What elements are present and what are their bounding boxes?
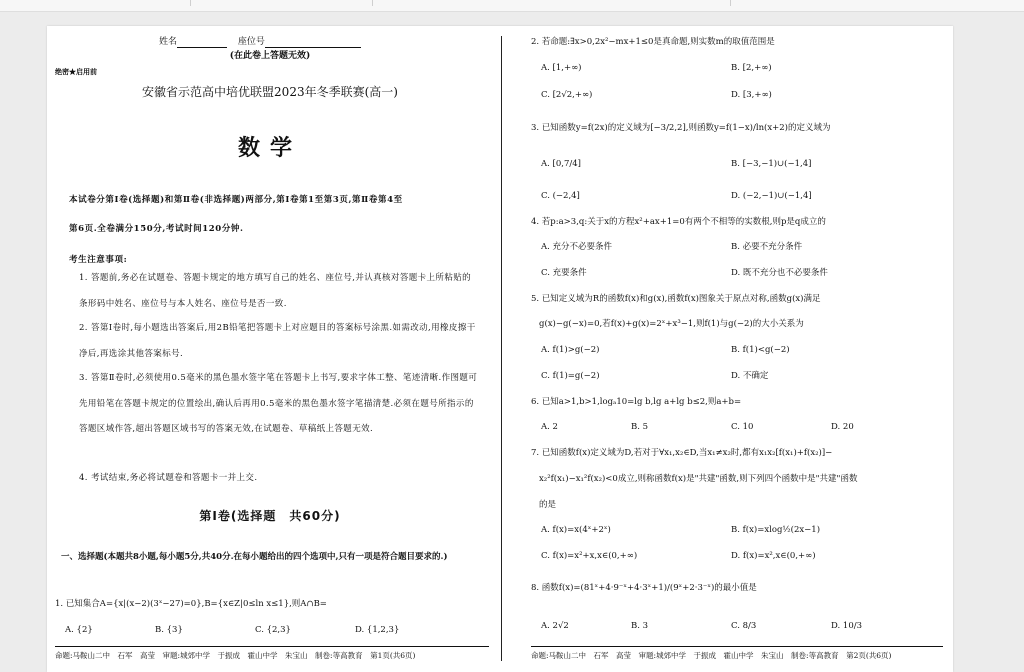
question-option: C. 充要条件: [541, 268, 587, 278]
seat-blank: [265, 38, 361, 48]
question-option: B. [−3,−1)∪(−1,4]: [731, 159, 812, 169]
invalid-note: (在此卷上答题无效): [229, 51, 311, 61]
question-stem-cont: g(x)−g(−x)=0,若f(x)+g(x)=2ˣ+x³−1,则f(1)与g(−2)的大小关系为: [539, 319, 804, 329]
name-blank: [177, 38, 227, 48]
question-option: C. f(1)=g(−2): [541, 371, 600, 381]
question-option: D. {1,2,3}: [355, 625, 400, 635]
intro-line: 本试卷分第Ⅰ卷(选择题)和第Ⅱ卷(非选择题)两部分,第Ⅰ卷第1至第3页,第Ⅱ卷第4至: [69, 195, 403, 205]
left-page: [55, 26, 485, 672]
question-stem: 8. 函数f(x)=(81ˣ+4·9⁻ˣ+4·3ˣ+1)/(9ˣ+2·3⁻ˣ)的最小值是: [531, 583, 757, 593]
question-option: A. 充分不必要条件: [541, 242, 613, 252]
subject-title: 数学: [237, 135, 302, 161]
question-option: C. 8/3: [731, 621, 757, 631]
name-label: 姓名: [159, 37, 178, 47]
question-option: A. f(x)=x(4ˣ+2ˣ): [541, 525, 611, 535]
question-stem: 4. 若p:a>3,q:关于x的方程x²+ax+1=0有两个不相等的实数根,则p是q成立的: [531, 217, 826, 227]
question-option: B. {3}: [155, 625, 183, 635]
question-option: D. 20: [831, 422, 854, 432]
column-divider: [501, 36, 502, 661]
question-option: D. (−2,−1)∪(−1,4]: [731, 191, 812, 201]
question-option: B. f(x)=xlog½(2x−1): [731, 525, 821, 535]
question-stem: 7. 已知函数f(x)定义域为D,若对于∀x₁,x₂∈D,当x₁≠x₂时,都有x₁x₂[f(x₁)+f(x₂)]−: [531, 448, 833, 458]
page-footer-left: 命题:马鞍山二中 石军 高莹 审题:城郊中学 于振成 霍山中学 朱宝山 制卷:等高教育 第1页(共6页): [55, 651, 416, 660]
question-stem: 2. 若命题:∃x>0,2x²−mx+1≤0是真命题,则实数m的取值范围是: [531, 37, 775, 47]
question-stem: 6. 已知a>1,b>1,logₐ10=lg b,lg a+lg b≤2,则a+b=: [531, 397, 742, 407]
intro-line: 第6页.全卷满分150分,考试时间120分钟.: [69, 224, 244, 234]
question-option: D. f(x)=x²,x∈(0,+∞): [731, 551, 816, 561]
question-option: C. 10: [731, 422, 754, 432]
right-page: [531, 26, 943, 672]
question-option: A. [1,+∞): [541, 63, 582, 73]
notice-item: 3. 答第Ⅱ卷时,必须使用0.5毫米的黑色墨水签字笔在答题卡上书写,要求字体工整、笔迹清晰.作图题可先用铅笔在答题卡规定的位置绘出,确认后再用0.5毫米的黑色墨水签字笔描清楚.必须在题号所指示的答题区域作答,超出答题区域书写的答案无效,在试题卷、草稿纸上答题无效.: [79, 373, 478, 434]
toolbar-divider: [372, 0, 373, 6]
question-option: D. [3,+∞): [731, 90, 772, 100]
question-option: A. 2√2: [541, 621, 569, 631]
exam-title: 安徽省示范高中培优联盟2023年冬季联赛(高一): [142, 85, 398, 99]
question-option: B. 5: [631, 422, 649, 432]
intro-paragraph: [69, 186, 479, 275]
question-option: D. 10/3: [831, 621, 863, 631]
notice-heading: 考生注意事项:: [69, 255, 128, 265]
footer-rule: [55, 646, 489, 647]
name-seat-row: [159, 36, 361, 48]
question-option: C. (−2,4]: [541, 191, 580, 201]
footer-rule: [531, 646, 943, 647]
notice-item: 2. 答第Ⅰ卷时,每小题选出答案后,用2B铅笔把答题卡上对应题目的答案标号涂黑.如需改动,用橡皮擦干净后,再选涂其他答案标号.: [79, 323, 476, 359]
question-option: D. 既不充分也不必要条件: [731, 268, 828, 278]
question-stem: 3. 已知函数y=f(2x)的定义域为[−3/2,2],则函数y=f(1−x)/ln(x+2)的定义域为: [531, 123, 831, 133]
exam-sheet: [47, 26, 953, 672]
question-option: A. 2: [541, 422, 558, 432]
question-stem: 5. 已知定义域为R的函数f(x)和g(x),函数f(x)图象关于原点对称,函数g(x)满足: [531, 294, 821, 304]
question-stem: 1. 已知集合A={x|(x−2)(3ˣ−27)=0},B={x∈Z|0≤ln x≤1},则A∩B=: [55, 599, 327, 609]
question-option: B. f(1)<g(−2): [731, 345, 790, 355]
question-option: C. {2,3}: [255, 625, 291, 635]
question-option: A. {2}: [65, 625, 93, 635]
question-option: D. 不确定: [731, 371, 769, 381]
question-stem-cont: 的是: [539, 500, 557, 510]
confidential-mark: 绝密★启用前: [55, 67, 97, 76]
seat-label: 座位号: [237, 37, 265, 47]
question-option: B. [2,+∞): [731, 63, 772, 73]
page-footer-right: 命题:马鞍山二中 石军 高莹 审题:城郊中学 于振成 霍山中学 朱宝山 制卷:等高教育 第2页(共6页): [531, 651, 892, 660]
question-option: B. 必要不充分条件: [731, 242, 803, 252]
question-option: B. 3: [631, 621, 649, 631]
part-one-title: 第Ⅰ卷(选择题 共60分): [199, 509, 341, 523]
question-option: C. f(x)=x²+x,x∈(0,+∞): [541, 551, 638, 561]
question-stem-cont: x₂²f(x₁)−x₁²f(x₂)<0成立,则称函数f(x)是"共建"函数,则下列四个函数中是"共建"函数: [539, 474, 858, 484]
notice-item: 4. 考试结束,务必将试题卷和答题卡一并上交.: [79, 473, 258, 483]
question-option: A. [0,7/4]: [541, 159, 581, 169]
question-option: C. [2√2,+∞): [541, 90, 593, 100]
viewer-toolbar: [0, 0, 1024, 12]
toolbar-divider: [730, 0, 731, 6]
notice-item: 1. 答题前,务必在试题卷、答题卡规定的地方填写自己的姓名、座位号,并认真核对答题卡上所粘贴的条形码中姓名、座位号与本人姓名、座位号是否一致.: [79, 273, 472, 309]
toolbar-divider: [190, 0, 191, 6]
section-intro: 一、选择题(本题共8小题,每小题5分,共40分.在每小题给出的四个选项中,只有一项是符合题目要求的.): [61, 552, 448, 562]
question-option: A. f(1)>g(−2): [541, 345, 600, 355]
